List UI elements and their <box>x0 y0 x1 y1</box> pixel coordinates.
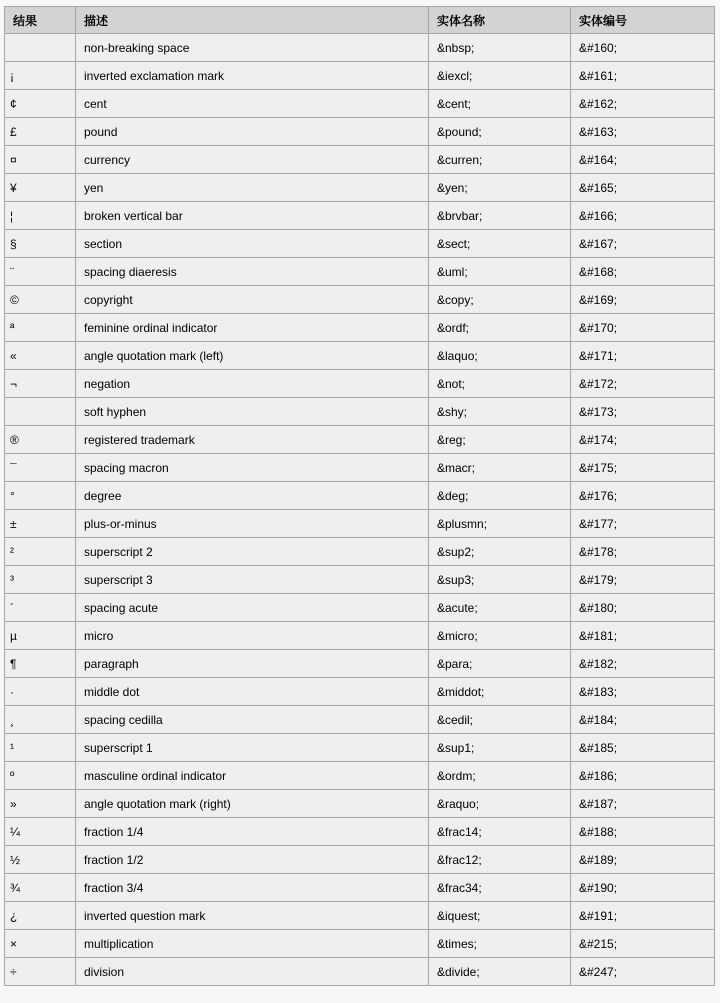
cell-result: ¥ <box>5 174 76 202</box>
cell-entity-name: &macr; <box>429 454 571 482</box>
cell-description: middle dot <box>76 678 429 706</box>
column-header-description: 描述 <box>76 7 429 34</box>
cell-result: « <box>5 342 76 370</box>
cell-entity-name: &pound; <box>429 118 571 146</box>
cell-entity-name: &para; <box>429 650 571 678</box>
cell-description: masculine ordinal indicator <box>76 762 429 790</box>
cell-entity-name: &yen; <box>429 174 571 202</box>
cell-entity-name: &raquo; <box>429 790 571 818</box>
cell-entity-name: &reg; <box>429 426 571 454</box>
cell-entity-name: &sup1; <box>429 734 571 762</box>
table-row <box>5 230 715 258</box>
cell-result: ¾ <box>5 874 76 902</box>
cell-entity-number: &#163; <box>571 118 715 146</box>
cell-result: ² <box>5 538 76 566</box>
cell-description: fraction 1/4 <box>76 818 429 846</box>
cell-entity-name: &sup3; <box>429 566 571 594</box>
cell-entity-name: &not; <box>429 370 571 398</box>
cell-entity-name: &uml; <box>429 258 571 286</box>
cell-entity-number: &#164; <box>571 146 715 174</box>
cell-description: currency <box>76 146 429 174</box>
table-body <box>5 34 715 986</box>
cell-description: spacing cedilla <box>76 706 429 734</box>
cell-description: superscript 3 <box>76 566 429 594</box>
table-row <box>5 762 715 790</box>
cell-description: fraction 3/4 <box>76 874 429 902</box>
cell-entity-number: &#160; <box>571 34 715 62</box>
cell-result: ± <box>5 510 76 538</box>
cell-description: degree <box>76 482 429 510</box>
table-row <box>5 734 715 762</box>
cell-description: division <box>76 958 429 986</box>
cell-entity-name: &frac14; <box>429 818 571 846</box>
cell-description: superscript 2 <box>76 538 429 566</box>
table-row <box>5 790 715 818</box>
cell-description: broken vertical bar <box>76 202 429 230</box>
cell-entity-name: &iexcl; <box>429 62 571 90</box>
cell-result <box>5 398 76 426</box>
cell-entity-name: &middot; <box>429 678 571 706</box>
cell-description: inverted exclamation mark <box>76 62 429 90</box>
table-row <box>5 90 715 118</box>
cell-description: spacing diaeresis <box>76 258 429 286</box>
table-row <box>5 874 715 902</box>
table-row <box>5 174 715 202</box>
cell-description: multiplication <box>76 930 429 958</box>
cell-entity-number: &#178; <box>571 538 715 566</box>
cell-entity-number: &#162; <box>571 90 715 118</box>
cell-result: ÷ <box>5 958 76 986</box>
cell-description: micro <box>76 622 429 650</box>
cell-entity-number: &#167; <box>571 230 715 258</box>
table-row <box>5 818 715 846</box>
cell-description: spacing macron <box>76 454 429 482</box>
cell-entity-name: &micro; <box>429 622 571 650</box>
cell-description: feminine ordinal indicator <box>76 314 429 342</box>
cell-result: ¯ <box>5 454 76 482</box>
cell-result: ¸ <box>5 706 76 734</box>
table-row <box>5 902 715 930</box>
cell-result: § <box>5 230 76 258</box>
cell-result: ¤ <box>5 146 76 174</box>
cell-description: inverted question mark <box>76 902 429 930</box>
table-row <box>5 594 715 622</box>
cell-entity-name: &iquest; <box>429 902 571 930</box>
cell-description: non-breaking space <box>76 34 429 62</box>
cell-entity-name: &sup2; <box>429 538 571 566</box>
cell-entity-number: &#179; <box>571 566 715 594</box>
cell-entity-number: &#175; <box>571 454 715 482</box>
cell-entity-name: &curren; <box>429 146 571 174</box>
cell-entity-number: &#176; <box>571 482 715 510</box>
entity-reference-table <box>4 6 715 986</box>
cell-result: £ <box>5 118 76 146</box>
cell-entity-number: &#184; <box>571 706 715 734</box>
cell-entity-name: &sect; <box>429 230 571 258</box>
table-row <box>5 454 715 482</box>
cell-description: superscript 1 <box>76 734 429 762</box>
cell-entity-number: &#188; <box>571 818 715 846</box>
table-row <box>5 930 715 958</box>
cell-description: soft hyphen <box>76 398 429 426</box>
cell-result: º <box>5 762 76 790</box>
cell-entity-name: &ordf; <box>429 314 571 342</box>
cell-entity-number: &#186; <box>571 762 715 790</box>
cell-entity-name: &brvbar; <box>429 202 571 230</box>
cell-description: pound <box>76 118 429 146</box>
cell-description: negation <box>76 370 429 398</box>
cell-entity-number: &#185; <box>571 734 715 762</box>
cell-result: ¶ <box>5 650 76 678</box>
cell-entity-name: &divide; <box>429 958 571 986</box>
cell-entity-number: &#181; <box>571 622 715 650</box>
cell-entity-name: &times; <box>429 930 571 958</box>
table-row <box>5 426 715 454</box>
cell-entity-name: &frac34; <box>429 874 571 902</box>
table-row <box>5 342 715 370</box>
cell-description: yen <box>76 174 429 202</box>
table-header-row <box>5 7 715 34</box>
cell-entity-number: &#173; <box>571 398 715 426</box>
cell-result: ¬ <box>5 370 76 398</box>
cell-entity-name: &nbsp; <box>429 34 571 62</box>
cell-result: ½ <box>5 846 76 874</box>
table-row <box>5 650 715 678</box>
cell-result: ³ <box>5 566 76 594</box>
cell-result: » <box>5 790 76 818</box>
cell-result: ¿ <box>5 902 76 930</box>
cell-entity-number: &#172; <box>571 370 715 398</box>
table-row <box>5 706 715 734</box>
column-header-entity-number: 实体编号 <box>571 7 715 34</box>
table-row <box>5 118 715 146</box>
cell-result: ¹ <box>5 734 76 762</box>
table-row <box>5 538 715 566</box>
cell-result: · <box>5 678 76 706</box>
cell-entity-number: &#165; <box>571 174 715 202</box>
cell-entity-number: &#191; <box>571 902 715 930</box>
table-row <box>5 202 715 230</box>
cell-description: section <box>76 230 429 258</box>
cell-description: fraction 1/2 <box>76 846 429 874</box>
cell-result: ª <box>5 314 76 342</box>
cell-entity-name: &cent; <box>429 90 571 118</box>
table-row <box>5 62 715 90</box>
cell-entity-number: &#183; <box>571 678 715 706</box>
cell-description: registered trademark <box>76 426 429 454</box>
cell-entity-number: &#177; <box>571 510 715 538</box>
cell-entity-number: &#190; <box>571 874 715 902</box>
cell-entity-name: &laquo; <box>429 342 571 370</box>
cell-result: ¦ <box>5 202 76 230</box>
cell-result: µ <box>5 622 76 650</box>
column-header-result: 结果 <box>5 7 76 34</box>
cell-entity-name: &copy; <box>429 286 571 314</box>
table-row <box>5 34 715 62</box>
table-row <box>5 314 715 342</box>
cell-result: ® <box>5 426 76 454</box>
table-row <box>5 146 715 174</box>
table-row <box>5 482 715 510</box>
cell-entity-name: &shy; <box>429 398 571 426</box>
cell-entity-number: &#180; <box>571 594 715 622</box>
table-row <box>5 510 715 538</box>
cell-entity-number: &#189; <box>571 846 715 874</box>
cell-result: ´ <box>5 594 76 622</box>
table-row <box>5 622 715 650</box>
table-row <box>5 846 715 874</box>
cell-entity-name: &frac12; <box>429 846 571 874</box>
table-row <box>5 566 715 594</box>
cell-result: ¢ <box>5 90 76 118</box>
cell-entity-name: &acute; <box>429 594 571 622</box>
cell-entity-number: &#169; <box>571 286 715 314</box>
table-row <box>5 678 715 706</box>
cell-entity-number: &#182; <box>571 650 715 678</box>
cell-entity-name: &cedil; <box>429 706 571 734</box>
table-header <box>5 7 715 34</box>
cell-entity-number: &#161; <box>571 62 715 90</box>
table-row <box>5 370 715 398</box>
table-row <box>5 286 715 314</box>
cell-description: angle quotation mark (left) <box>76 342 429 370</box>
table-row <box>5 258 715 286</box>
cell-description: paragraph <box>76 650 429 678</box>
cell-result: ¼ <box>5 818 76 846</box>
cell-description: plus-or-minus <box>76 510 429 538</box>
table-row <box>5 398 715 426</box>
cell-description: cent <box>76 90 429 118</box>
cell-entity-name: &ordm; <box>429 762 571 790</box>
cell-entity-name: &plusmn; <box>429 510 571 538</box>
cell-description: angle quotation mark (right) <box>76 790 429 818</box>
cell-entity-number: &#215; <box>571 930 715 958</box>
cell-entity-number: &#170; <box>571 314 715 342</box>
cell-entity-number: &#171; <box>571 342 715 370</box>
cell-result: ¨ <box>5 258 76 286</box>
cell-entity-number: &#187; <box>571 790 715 818</box>
cell-entity-number: &#168; <box>571 258 715 286</box>
cell-description: spacing acute <box>76 594 429 622</box>
cell-entity-number: &#247; <box>571 958 715 986</box>
cell-result: × <box>5 930 76 958</box>
column-header-entity-name: 实体名称 <box>429 7 571 34</box>
cell-result: ¡ <box>5 62 76 90</box>
table-row <box>5 958 715 986</box>
cell-result: © <box>5 286 76 314</box>
cell-entity-name: &deg; <box>429 482 571 510</box>
cell-entity-number: &#166; <box>571 202 715 230</box>
cell-result <box>5 34 76 62</box>
cell-result: ° <box>5 482 76 510</box>
cell-description: copyright <box>76 286 429 314</box>
cell-entity-number: &#174; <box>571 426 715 454</box>
